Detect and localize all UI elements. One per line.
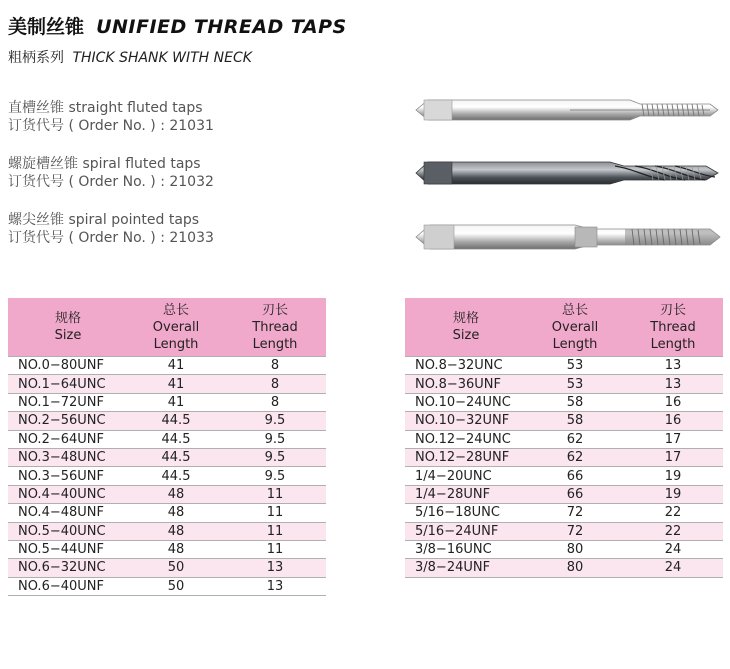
- table-row: [405, 540, 723, 558]
- table-row: [405, 393, 723, 411]
- page-title: [8, 12, 347, 39]
- table-row: [8, 540, 326, 558]
- thread-length-cell: 19: [623, 467, 723, 485]
- overall-length-cell: 44.5: [128, 448, 224, 466]
- overall-length-cell: 44.5: [128, 412, 224, 430]
- size-cell: 1/4−28UNF: [405, 485, 527, 503]
- tap-straight-text: [8, 99, 214, 135]
- overall-length-cell: 72: [527, 504, 623, 522]
- overall-length-header: 总长 Overall Length: [527, 298, 623, 357]
- thread-length-cell: 24: [623, 559, 723, 577]
- thread-length-cell: 11: [224, 485, 326, 503]
- overall-length-header: 总长 Overall Length: [128, 298, 224, 357]
- table-row: [8, 504, 326, 522]
- size-cell: NO.6−32UNC: [8, 559, 128, 577]
- table-row: [8, 577, 326, 595]
- size-cell: 1/4−20UNC: [405, 467, 527, 485]
- table-row: [8, 522, 326, 540]
- overall-length-cell: 41: [128, 393, 224, 411]
- table-row: [8, 430, 326, 448]
- thread-length-cell: 11: [224, 504, 326, 522]
- overall-length-cell: 58: [527, 412, 623, 430]
- overall-length-cell: 50: [128, 559, 224, 577]
- overall-length-cell: 53: [527, 357, 623, 375]
- size-header: 规格 Size: [8, 298, 128, 357]
- overall-length-cell: 48: [128, 485, 224, 503]
- tap-name: 螺尖丝锥 spiral pointed taps: [8, 212, 200, 228]
- size-cell: NO.4−40UNC: [8, 485, 128, 503]
- thread-length-header: 刃长 Thread Length: [623, 298, 723, 357]
- subtitle-cn: 粗柄系列: [8, 50, 64, 66]
- overall-length-cell: 48: [128, 522, 224, 540]
- thread-length-cell: 16: [623, 412, 723, 430]
- table-row: [405, 357, 723, 375]
- tap-name: 直槽丝锥 straight fluted taps: [8, 100, 203, 116]
- tap-pointed-text: [8, 211, 214, 247]
- thread-length-cell: 22: [623, 504, 723, 522]
- thread-length-cell: 13: [224, 559, 326, 577]
- page-subtitle: [8, 47, 252, 67]
- size-cell: NO.8−36UNF: [405, 375, 527, 393]
- thread-length-cell: 24: [623, 540, 723, 558]
- overall-length-cell: 62: [527, 448, 623, 466]
- right-spec-table: [405, 298, 723, 578]
- overall-length-cell: 44.5: [128, 430, 224, 448]
- size-cell: NO.3−56UNF: [8, 467, 128, 485]
- thread-length-cell: 13: [224, 577, 326, 595]
- table-header-row: [8, 298, 326, 357]
- size-cell: NO.12−24UNC: [405, 430, 527, 448]
- overall-length-cell: 41: [128, 357, 224, 375]
- spiral-tap-image: [410, 155, 722, 191]
- table-row: [405, 559, 723, 577]
- thread-length-header: 刃长 Thread Length: [224, 298, 326, 357]
- table-row: [405, 522, 723, 540]
- table-header-row: [405, 298, 723, 357]
- size-cell: NO.4−48UNF: [8, 504, 128, 522]
- thread-length-cell: 13: [623, 375, 723, 393]
- title-en: UNIFIED THREAD TAPS: [96, 16, 347, 38]
- thread-length-cell: 9.5: [224, 412, 326, 430]
- table-row: [8, 357, 326, 375]
- overall-length-cell: 48: [128, 540, 224, 558]
- title-cn: 美制丝锥: [8, 16, 85, 38]
- straight-tap-image: [410, 92, 722, 128]
- tap-spiral-text: [8, 155, 214, 191]
- size-cell: NO.5−40UNC: [8, 522, 128, 540]
- size-cell: 5/16−24UNF: [405, 522, 527, 540]
- overall-length-cell: 41: [128, 375, 224, 393]
- size-cell: NO.6−40UNF: [8, 577, 128, 595]
- overall-length-cell: 72: [527, 522, 623, 540]
- size-cell: 3/8−16UNC: [405, 540, 527, 558]
- subtitle-en: THICK SHANK WITH NECK: [72, 50, 252, 66]
- table-row: [8, 467, 326, 485]
- size-cell: NO.1−64UNC: [8, 375, 128, 393]
- thread-length-cell: 16: [623, 393, 723, 411]
- size-cell: NO.0−80UNF: [8, 357, 128, 375]
- table-row: [405, 467, 723, 485]
- table-row: [8, 393, 326, 411]
- tap-order-no: 订货代号 ( Order No. ) : 21033: [8, 230, 214, 246]
- tap-name: 螺旋槽丝锥 spiral fluted taps: [8, 156, 201, 172]
- table-row: [405, 448, 723, 466]
- thread-length-cell: 8: [224, 375, 326, 393]
- size-cell: NO.10−24UNC: [405, 393, 527, 411]
- thread-length-cell: 17: [623, 448, 723, 466]
- thread-length-cell: 17: [623, 430, 723, 448]
- size-cell: NO.10−32UNF: [405, 412, 527, 430]
- size-cell: 3/8−24UNF: [405, 559, 527, 577]
- overall-length-cell: 44.5: [128, 467, 224, 485]
- size-cell: NO.2−64UNF: [8, 430, 128, 448]
- table-row: [8, 559, 326, 577]
- thread-length-cell: 9.5: [224, 448, 326, 466]
- thread-length-cell: 8: [224, 393, 326, 411]
- overall-length-cell: 80: [527, 540, 623, 558]
- size-cell: NO.3−48UNC: [8, 448, 128, 466]
- overall-length-cell: 50: [128, 577, 224, 595]
- size-cell: 5/16−18UNC: [405, 504, 527, 522]
- overall-length-cell: 66: [527, 467, 623, 485]
- overall-length-cell: 80: [527, 559, 623, 577]
- table-row: [8, 375, 326, 393]
- overall-length-cell: 66: [527, 485, 623, 503]
- size-cell: NO.2−56UNC: [8, 412, 128, 430]
- thread-length-cell: 22: [623, 522, 723, 540]
- table-row: [405, 375, 723, 393]
- thread-length-cell: 9.5: [224, 430, 326, 448]
- thread-length-cell: 13: [623, 357, 723, 375]
- size-cell: NO.8−32UNC: [405, 357, 527, 375]
- table-row: [8, 485, 326, 503]
- thread-length-cell: 8: [224, 357, 326, 375]
- size-header: 规格 Size: [405, 298, 527, 357]
- tap-order-no: 订货代号 ( Order No. ) : 21032: [8, 174, 214, 190]
- size-cell: NO.5−44UNF: [8, 540, 128, 558]
- size-cell: NO.1−72UNF: [8, 393, 128, 411]
- overall-length-cell: 58: [527, 393, 623, 411]
- pointed-tap-image: [410, 217, 722, 257]
- table-row: [405, 504, 723, 522]
- table-row: [8, 412, 326, 430]
- table-row: [405, 485, 723, 503]
- thread-length-cell: 19: [623, 485, 723, 503]
- size-cell: NO.12−28UNF: [405, 448, 527, 466]
- thread-length-cell: 11: [224, 540, 326, 558]
- overall-length-cell: 53: [527, 375, 623, 393]
- overall-length-cell: 48: [128, 504, 224, 522]
- table-row: [405, 412, 723, 430]
- left-spec-table: [8, 298, 326, 596]
- thread-length-cell: 9.5: [224, 467, 326, 485]
- table-row: [8, 448, 326, 466]
- tap-order-no: 订货代号 ( Order No. ) : 21031: [8, 118, 214, 134]
- overall-length-cell: 62: [527, 430, 623, 448]
- thread-length-cell: 11: [224, 522, 326, 540]
- table-row: [405, 430, 723, 448]
